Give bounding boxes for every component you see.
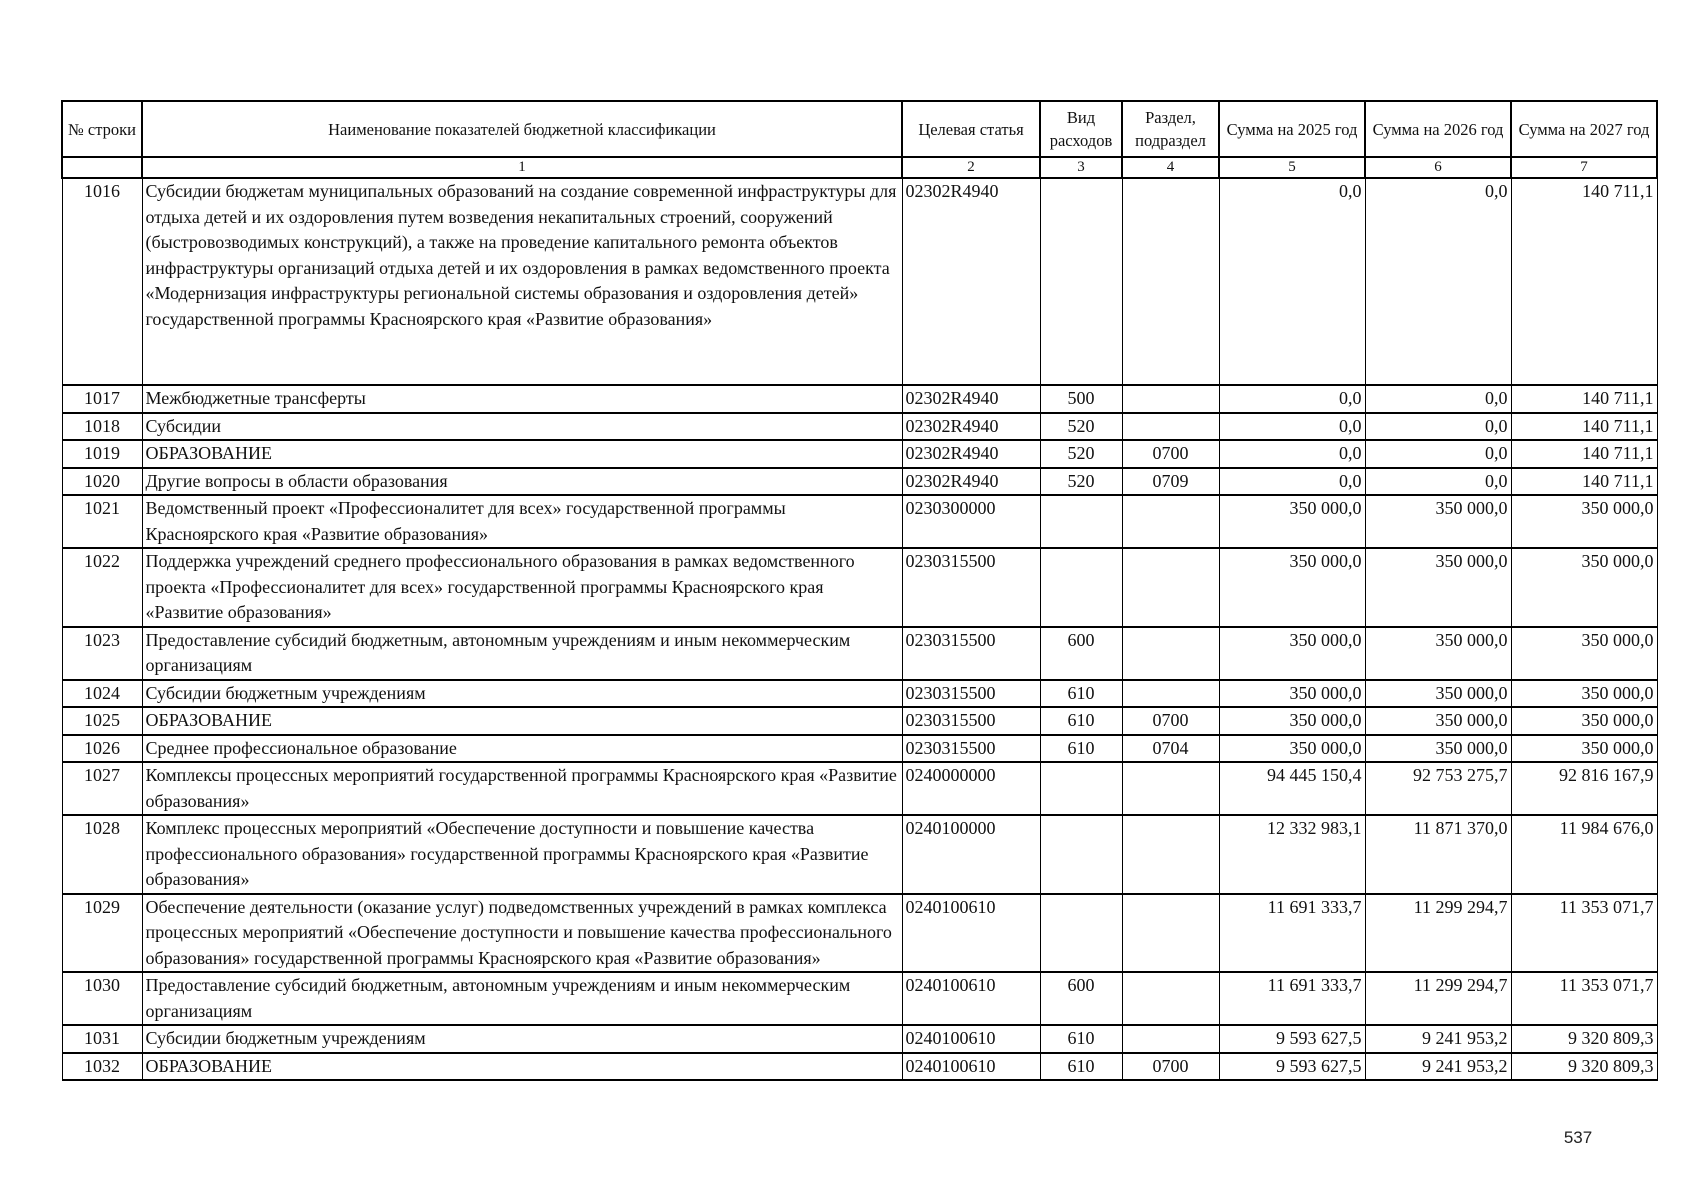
target-article-cell: 02302R4940 [902, 468, 1040, 496]
table-row [62, 385, 1657, 413]
row-number-cell: 1032 [62, 1053, 142, 1081]
indicator-name-cell: Предоставление субсидий бюджетным, автономным учреждениям и иным некоммерческим организациям [142, 972, 902, 1025]
row-number-cell: 1029 [62, 894, 142, 973]
sum-2026-cell: 350 000,0 [1365, 548, 1511, 627]
sum-2026-cell: 11 299 294,7 [1365, 894, 1511, 973]
expense-type-cell: 610 [1040, 707, 1122, 735]
sum-2026-cell: 350 000,0 [1365, 495, 1511, 548]
sum-2027-cell: 140 711,1 [1511, 385, 1657, 413]
sum-2027-cell: 92 816 167,9 [1511, 762, 1657, 815]
budget-table [61, 100, 1658, 1081]
column-number [62, 157, 142, 178]
row-number-cell: 1023 [62, 627, 142, 680]
table-row [62, 627, 1657, 680]
sum-2025-cell: 350 000,0 [1219, 627, 1365, 680]
sum-2027-cell: 11 353 071,7 [1511, 972, 1657, 1025]
row-number-cell: 1020 [62, 468, 142, 496]
sum-2026-cell: 350 000,0 [1365, 627, 1511, 680]
header-section: Раздел, подраздел [1122, 101, 1219, 157]
table-row [62, 1053, 1657, 1081]
section-cell [1122, 680, 1219, 708]
table-row [62, 413, 1657, 441]
sum-2025-cell: 0,0 [1219, 468, 1365, 496]
sum-2026-cell: 350 000,0 [1365, 735, 1511, 763]
target-article-cell: 02302R4940 [902, 413, 1040, 441]
section-cell [1122, 495, 1219, 548]
section-cell [1122, 1025, 1219, 1053]
row-number-cell: 1018 [62, 413, 142, 441]
section-cell [1122, 894, 1219, 973]
target-article-cell: 0240100610 [902, 1053, 1040, 1081]
table-row [62, 894, 1657, 973]
sum-2027-cell: 140 711,1 [1511, 178, 1657, 385]
sum-2025-cell: 0,0 [1219, 440, 1365, 468]
table-row [62, 707, 1657, 735]
expense-type-cell [1040, 495, 1122, 548]
sum-2027-cell: 11 353 071,7 [1511, 894, 1657, 973]
column-number: 6 [1365, 157, 1511, 178]
expense-type-cell: 520 [1040, 440, 1122, 468]
section-cell: 0700 [1122, 440, 1219, 468]
target-article-cell: 0240100610 [902, 894, 1040, 973]
expense-type-cell: 610 [1040, 1025, 1122, 1053]
indicator-name-cell: Поддержка учреждений среднего профессионального образования в рамках ведомственного проекта «Профессионалитет для всех» государственной программы Красноярского края «Развитие образования» [142, 548, 902, 627]
target-article-cell: 0240000000 [902, 762, 1040, 815]
expense-type-cell: 610 [1040, 735, 1122, 763]
sum-2027-cell: 350 000,0 [1511, 548, 1657, 627]
sum-2027-cell: 350 000,0 [1511, 707, 1657, 735]
column-number: 4 [1122, 157, 1219, 178]
row-number-cell: 1016 [62, 178, 142, 385]
target-article-cell: 02302R4940 [902, 385, 1040, 413]
sum-2027-cell: 140 711,1 [1511, 440, 1657, 468]
target-article-cell: 0230315500 [902, 627, 1040, 680]
table-row [62, 548, 1657, 627]
section-cell: 0700 [1122, 1053, 1219, 1081]
sum-2025-cell: 0,0 [1219, 413, 1365, 441]
sum-2025-cell: 12 332 983,1 [1219, 815, 1365, 894]
indicator-name-cell: Другие вопросы в области образования [142, 468, 902, 496]
section-cell [1122, 762, 1219, 815]
section-cell [1122, 385, 1219, 413]
sum-2026-cell: 350 000,0 [1365, 707, 1511, 735]
indicator-name-cell: Субсидии бюджетным учреждениям [142, 1025, 902, 1053]
column-numbers-row [62, 157, 1657, 178]
column-number: 2 [902, 157, 1040, 178]
header-sum-2027: Сумма на 2027 год [1511, 101, 1657, 157]
section-cell [1122, 815, 1219, 894]
indicator-name-cell: Среднее профессиональное образование [142, 735, 902, 763]
section-cell [1122, 972, 1219, 1025]
indicator-name-cell: Субсидии бюджетным учреждениям [142, 680, 902, 708]
sum-2026-cell: 0,0 [1365, 178, 1511, 385]
target-article-cell: 0230315500 [902, 548, 1040, 627]
sum-2027-cell: 140 711,1 [1511, 413, 1657, 441]
expense-type-cell: 610 [1040, 680, 1122, 708]
header-sum-2026: Сумма на 2026 год [1365, 101, 1511, 157]
sum-2026-cell: 11 871 370,0 [1365, 815, 1511, 894]
indicator-name-cell: Ведомственный проект «Профессионалитет для всех» государственной программы Красноярского края «Развитие образования» [142, 495, 902, 548]
expense-type-cell: 600 [1040, 972, 1122, 1025]
sum-2027-cell: 350 000,0 [1511, 680, 1657, 708]
target-article-cell: 02302R4940 [902, 178, 1040, 385]
indicator-name-cell: Субсидии [142, 413, 902, 441]
sum-2027-cell: 350 000,0 [1511, 495, 1657, 548]
section-cell: 0704 [1122, 735, 1219, 763]
target-article-cell: 0230315500 [902, 707, 1040, 735]
sum-2027-cell: 350 000,0 [1511, 627, 1657, 680]
table-row [62, 735, 1657, 763]
header-sum-2025: Сумма на 2025 год [1219, 101, 1365, 157]
row-number-cell: 1030 [62, 972, 142, 1025]
sum-2025-cell: 350 000,0 [1219, 680, 1365, 708]
page-number: 537 [1563, 1128, 1593, 1147]
header-name: Наименование показателей бюджетной классификации [142, 101, 902, 157]
sum-2027-cell: 350 000,0 [1511, 735, 1657, 763]
indicator-name-cell: Межбюджетные трансферты [142, 385, 902, 413]
table-row [62, 468, 1657, 496]
indicator-name-cell: Предоставление субсидий бюджетным, автономным учреждениям и иным некоммерческим организациям [142, 627, 902, 680]
sum-2027-cell: 9 320 809,3 [1511, 1025, 1657, 1053]
row-number-cell: 1028 [62, 815, 142, 894]
indicator-name-cell: Комплекс процессных мероприятий «Обеспечение доступности и повышение качества профессионального образования» государственной программы Красноярского края «Развитие образования» [142, 815, 902, 894]
section-cell [1122, 548, 1219, 627]
expense-type-cell: 500 [1040, 385, 1122, 413]
section-cell: 0700 [1122, 707, 1219, 735]
expense-type-cell: 520 [1040, 468, 1122, 496]
sum-2025-cell: 350 000,0 [1219, 548, 1365, 627]
target-article-cell: 0230315500 [902, 735, 1040, 763]
row-number-cell: 1019 [62, 440, 142, 468]
sum-2026-cell: 0,0 [1365, 385, 1511, 413]
table-row [62, 815, 1657, 894]
table-row [62, 762, 1657, 815]
column-number: 3 [1040, 157, 1122, 178]
section-cell [1122, 413, 1219, 441]
indicator-name-cell: Обеспечение деятельности (оказание услуг) подведомственных учреждений в рамках комплекса процессных мероприятий «Обеспечение доступности и повышение качества профессионального образования» государственной программы Красноярского края «Развитие образования» [142, 894, 902, 973]
expense-type-cell: 610 [1040, 1053, 1122, 1081]
sum-2026-cell: 350 000,0 [1365, 680, 1511, 708]
column-number: 5 [1219, 157, 1365, 178]
sum-2025-cell: 11 691 333,7 [1219, 894, 1365, 973]
sum-2025-cell: 11 691 333,7 [1219, 972, 1365, 1025]
sum-2026-cell: 9 241 953,2 [1365, 1025, 1511, 1053]
expense-type-cell [1040, 762, 1122, 815]
table-row [62, 178, 1657, 385]
table-body [62, 178, 1657, 1080]
column-number: 1 [142, 157, 902, 178]
table-row [62, 495, 1657, 548]
row-number-cell: 1022 [62, 548, 142, 627]
sum-2027-cell: 9 320 809,3 [1511, 1053, 1657, 1081]
expense-type-cell [1040, 894, 1122, 973]
table-header-row [62, 101, 1657, 157]
sum-2027-cell: 11 984 676,0 [1511, 815, 1657, 894]
expense-type-cell: 600 [1040, 627, 1122, 680]
target-article-cell: 0230315500 [902, 680, 1040, 708]
row-number-cell: 1027 [62, 762, 142, 815]
sum-2026-cell: 0,0 [1365, 440, 1511, 468]
table-row [62, 440, 1657, 468]
target-article-cell: 0230300000 [902, 495, 1040, 548]
target-article-cell: 02302R4940 [902, 440, 1040, 468]
expense-type-cell [1040, 815, 1122, 894]
row-number-cell: 1025 [62, 707, 142, 735]
sum-2025-cell: 0,0 [1219, 178, 1365, 385]
sum-2026-cell: 92 753 275,7 [1365, 762, 1511, 815]
row-number-cell: 1017 [62, 385, 142, 413]
expense-type-cell: 520 [1040, 413, 1122, 441]
indicator-name-cell: Комплексы процессных мероприятий государственной программы Красноярского края «Развитие образования» [142, 762, 902, 815]
sum-2025-cell: 9 593 627,5 [1219, 1025, 1365, 1053]
expense-type-cell [1040, 548, 1122, 627]
sum-2025-cell: 94 445 150,4 [1219, 762, 1365, 815]
header-row-no: № строки [62, 101, 142, 157]
table-row [62, 972, 1657, 1025]
target-article-cell: 0240100610 [902, 1025, 1040, 1053]
indicator-name-cell: ОБРАЗОВАНИЕ [142, 440, 902, 468]
row-number-cell: 1031 [62, 1025, 142, 1053]
table-row [62, 680, 1657, 708]
section-cell [1122, 178, 1219, 385]
sum-2026-cell: 11 299 294,7 [1365, 972, 1511, 1025]
expense-type-cell [1040, 178, 1122, 385]
sum-2025-cell: 350 000,0 [1219, 735, 1365, 763]
section-cell [1122, 627, 1219, 680]
sum-2026-cell: 9 241 953,2 [1365, 1053, 1511, 1081]
sum-2025-cell: 9 593 627,5 [1219, 1053, 1365, 1081]
column-number: 7 [1511, 157, 1657, 178]
sum-2025-cell: 0,0 [1219, 385, 1365, 413]
sum-2026-cell: 0,0 [1365, 413, 1511, 441]
row-number-cell: 1021 [62, 495, 142, 548]
header-expense-type: Вид расходов [1040, 101, 1122, 157]
sum-2026-cell: 0,0 [1365, 468, 1511, 496]
indicator-name-cell: ОБРАЗОВАНИЕ [142, 707, 902, 735]
section-cell: 0709 [1122, 468, 1219, 496]
target-article-cell: 0240100000 [902, 815, 1040, 894]
table-row [62, 1025, 1657, 1053]
sum-2025-cell: 350 000,0 [1219, 707, 1365, 735]
sum-2025-cell: 350 000,0 [1219, 495, 1365, 548]
sum-2027-cell: 140 711,1 [1511, 468, 1657, 496]
indicator-name-cell: ОБРАЗОВАНИЕ [142, 1053, 902, 1081]
row-number-cell: 1026 [62, 735, 142, 763]
row-number-cell: 1024 [62, 680, 142, 708]
target-article-cell: 0240100610 [902, 972, 1040, 1025]
indicator-name-cell: Субсидии бюджетам муниципальных образований на создание современной инфраструктуры для отдыха детей и их оздоровления путем возведения некапитальных строений, сооружений (быстровозводимых конструкций), а также на проведение капитального ремонта объектов инфраструктуры организаций отдыха детей и их оздоровления в рамках ведомственного проекта «Модернизация инфраструктуры региональной системы образования и оздоровления детей» государственной программы Красноярского края «Развитие образования» [142, 178, 902, 385]
header-target: Целевая статья [902, 101, 1040, 157]
